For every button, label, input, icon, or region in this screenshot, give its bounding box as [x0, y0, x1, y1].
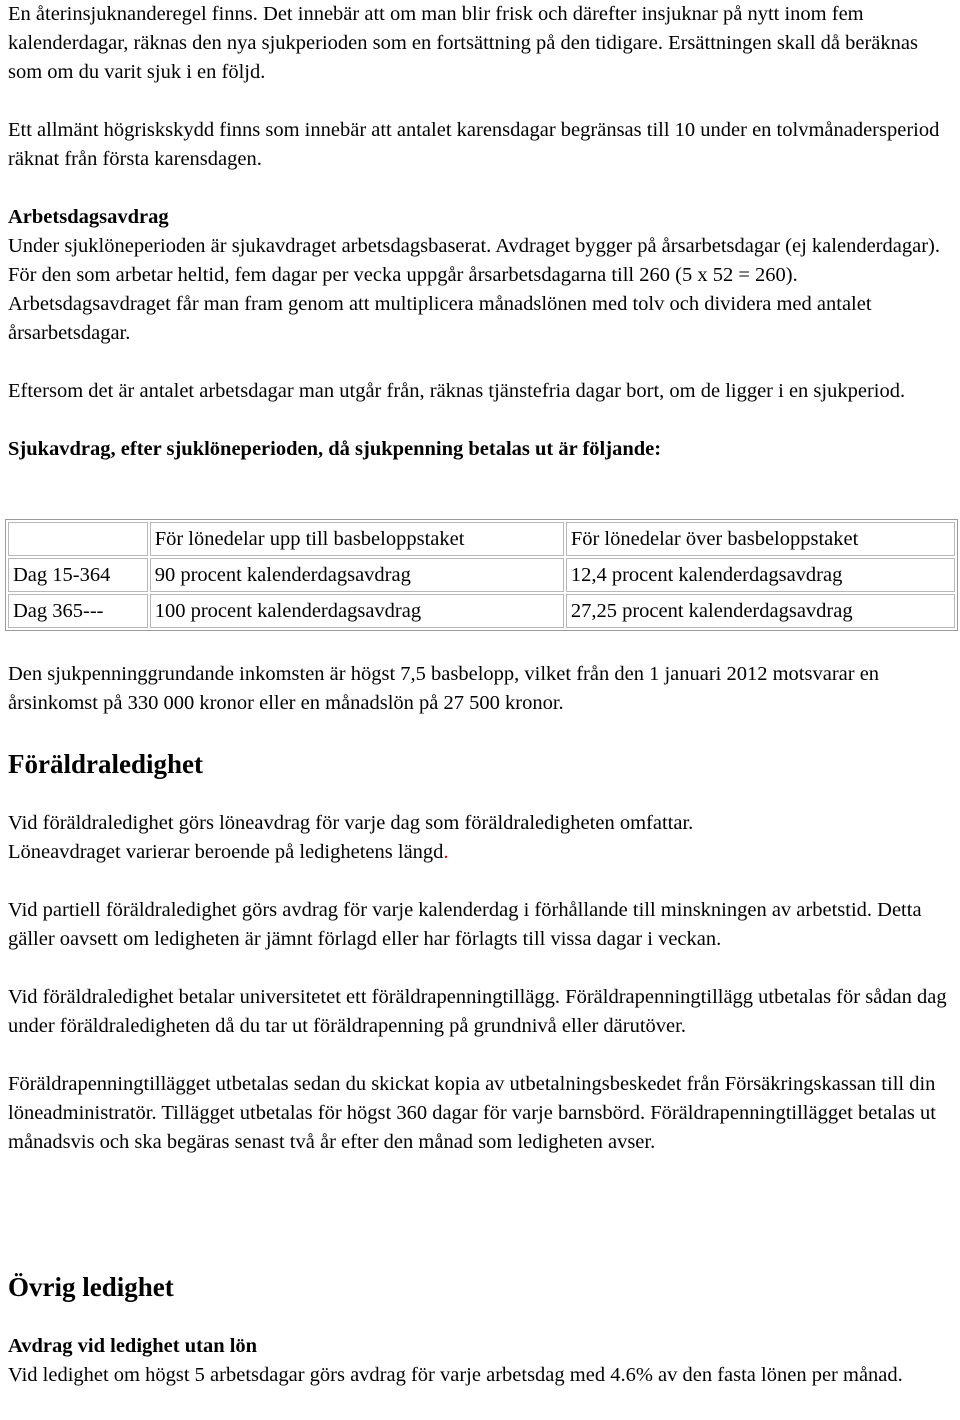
paragraph-foraldraledighet-avdrag — [8, 809, 953, 867]
red-period: . — [443, 841, 449, 863]
paragraph-arbetsdagsavdrag: Under sjuklöneperioden är sjukavdraget arbetsdagsbaserat. Avdraget bygger på årsarbetsdagar (ej kalenderdagar). För den som arbetar heltid, fem dagar per vecka uppgår årsarbetsdagarna till 260 (5 x 52 = 260). Arbetsdagsavdraget får man fram genom att multiplicera månadslönen med tolv och dividera med antalet årsarbetsdagar. — [8, 235, 940, 344]
heading-foraldraledighet: Föräldraledighet — [8, 749, 203, 779]
heading-avdrag-utan-lon: Avdrag vid ledighet utan lön — [8, 1335, 258, 1357]
section-after-table — [8, 660, 953, 718]
paragraph-utbetalning-tillagg: Föräldrapenningtillägget utbetalas sedan du skickat kopia av utbetalningsbeskedet från Försäkringskassan till din löneadministratör. Tillägget utbetalas för högst 360 dagar för varje barnsbörd. Föräldrapenningtillägget betalas ut månadsvis och ska begäras senast två år efter den månad som ledigheten avser. — [8, 1073, 936, 1153]
paragraph-text: Vid föräldraledighet görs löneavdrag för varje dag som föräldraledigheten omfattar. — [8, 812, 694, 834]
table-header-row — [8, 522, 955, 556]
table-header-cell: För lönedelar upp till basbeloppstaket — [150, 522, 564, 556]
table-cell: 90 procent kalenderdagsavdrag — [150, 558, 564, 592]
heading-ovrig-ledighet: Övrig ledighet — [8, 1272, 174, 1302]
sjukavdrag-table — [5, 519, 958, 631]
paragraph-aterinsjuknande: En återinsjuknanderegel finns. Det innebär att om man blir frisk och därefter insjuknar på nytt inom fem kalenderdagar, räknas den nya sjukperioden som en fortsättning på den tidigare. Ersättningen skall då beräknas som om du varit sjuk i en följd. — [8, 3, 918, 83]
document-body — [8, 0, 953, 464]
paragraph-ledighet-utan-lon: Vid ledighet om högst 5 arbetsdagar görs avdrag för varje arbetsdag med 4.6% av den fasta lönen per månad. — [8, 1364, 903, 1386]
paragraph-sjukpenninggrundande: Den sjukpenninggrundande inkomsten är högst 7,5 basbelopp, vilket från den 1 januari 2012 motsvarar en årsinkomst på 330 000 kronor eller en månadslön på 27 500 kronor. — [8, 663, 880, 714]
heading-sjukavdrag: Sjukavdrag, efter sjuklöneperioden, då sjukpenning betalas ut är följande: — [8, 438, 662, 460]
table-cell: 100 procent kalenderdagsavdrag — [150, 594, 564, 628]
section-foraldraledighet — [8, 747, 953, 1157]
paragraph-foraldrapenningtillagg: Vid föräldraledighet betalar universitetet ett föräldrapenningtillägg. Föräldrapenningtillägg utbetalas för sådan dag under föräldraledigheten då du tar ut föräldrapenning på grundnivå eller därutöver. — [8, 986, 947, 1037]
paragraph-text: Löneavdraget varierar beroende på ledighetens längd — [8, 841, 444, 863]
table-cell: Dag 15-364 — [8, 558, 148, 592]
table-header-cell — [8, 522, 148, 556]
table-header-cell: För lönedelar över basbeloppstaket — [566, 522, 955, 556]
paragraph-partiell-foraldraledighet: Vid partiell föräldraledighet görs avdrag för varje kalenderdag i förhållande till minskningen av arbetstid. Detta gäller oavsett om ledigheten är jämnt förlagd eller har förlagts till vissa dagar i veckan. — [8, 899, 922, 950]
section-ovrig-ledighet — [8, 1270, 953, 1390]
paragraph-hogriskskydd: Ett allmänt högriskskydd finns som innebär att antalet karensdagar begränsas till 10 under en tolvmånadersperiod räknat från första karensdagen. — [8, 119, 940, 170]
table-cell: 12,4 procent kalenderdagsavdrag — [566, 558, 955, 592]
table-cell: Dag 365--- — [8, 594, 148, 628]
table-cell: 27,25 procent kalenderdagsavdrag — [566, 594, 955, 628]
table-row — [8, 558, 955, 592]
heading-arbetsdagsavdrag: Arbetsdagsavdrag — [8, 206, 169, 228]
paragraph-tjanstefria-dagar: Eftersom det är antalet arbetsdagar man utgår från, räknas tjänstefria dagar bort, om de ligger i en sjukperiod. — [8, 380, 906, 402]
table-row — [8, 594, 955, 628]
